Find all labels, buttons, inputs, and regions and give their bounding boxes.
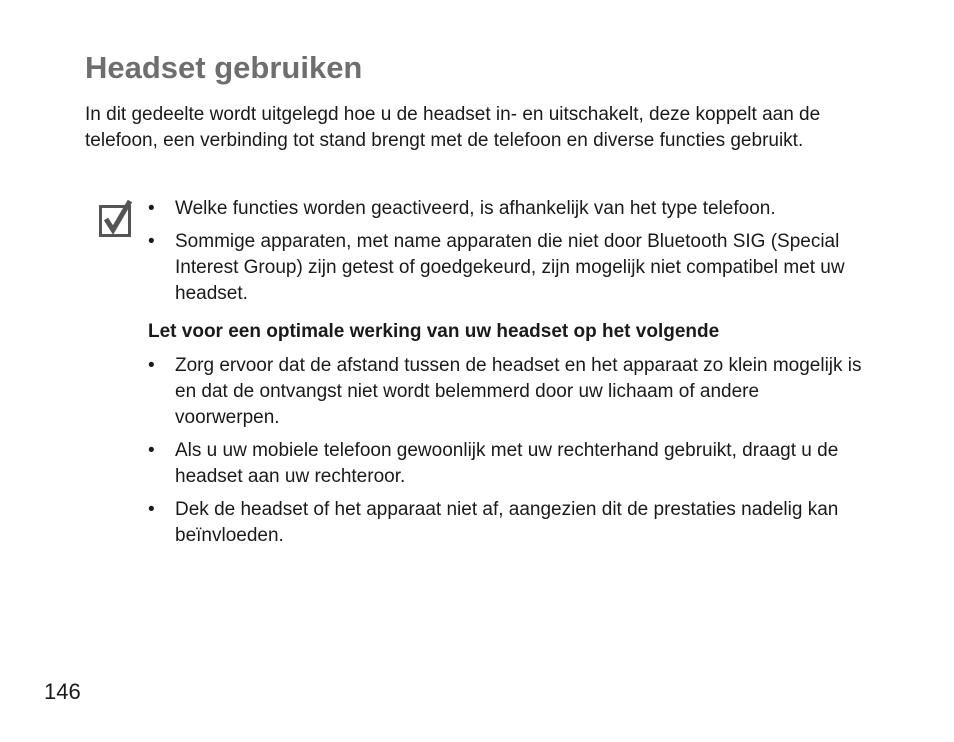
checkbox-note-icon bbox=[99, 199, 133, 237]
bullet: • bbox=[148, 355, 155, 376]
page-number: 146 bbox=[44, 679, 81, 704]
tip-item-text: Dek de headset of het apparaat niet af, aangezien dit de prestaties nadelig kan beïnvloeden. bbox=[175, 499, 839, 546]
note-list bbox=[148, 196, 868, 314]
tip-item-text: Als u uw mobiele telefoon gewoonlijk met uw rechterhand gebruikt, draagt u de headset aan uw rechteroor. bbox=[175, 440, 839, 487]
bullet: • bbox=[148, 499, 155, 520]
bullet: • bbox=[148, 440, 155, 461]
tip-item bbox=[148, 497, 868, 549]
tip-item bbox=[148, 353, 868, 431]
tip-item bbox=[148, 438, 868, 490]
intro-paragraph: In dit gedeelte wordt uitgelegd hoe u de headset in- en uitschakelt, deze koppelt aan de telefoon, een verbinding tot stand brengt met de telefoon en diverse functies gebruikt. bbox=[85, 104, 821, 151]
note-item-text: Welke functies worden geactiveerd, is afhankelijk van het type telefoon. bbox=[175, 198, 776, 219]
bullet: • bbox=[148, 231, 155, 252]
note-item-text: Sommige apparaten, met name apparaten die niet door Bluetooth SIG (Special Interest Group) zijn getest of goedgekeurd, zijn mogelijk niet compatibel met uw headset. bbox=[175, 231, 845, 304]
tips-heading: Let voor een optimale werking van uw headset op het volgende bbox=[148, 321, 720, 342]
tips-list bbox=[148, 353, 868, 556]
bullet: • bbox=[148, 198, 155, 219]
page-title: Headset gebruiken bbox=[85, 50, 363, 85]
note-item bbox=[148, 196, 868, 222]
note-item bbox=[148, 229, 868, 307]
tip-item-text: Zorg ervoor dat de afstand tussen de headset en het apparaat zo klein mogelijk is en dat de ontvangst niet wordt belemmerd door uw lichaam of andere voorwerpen. bbox=[175, 355, 862, 428]
